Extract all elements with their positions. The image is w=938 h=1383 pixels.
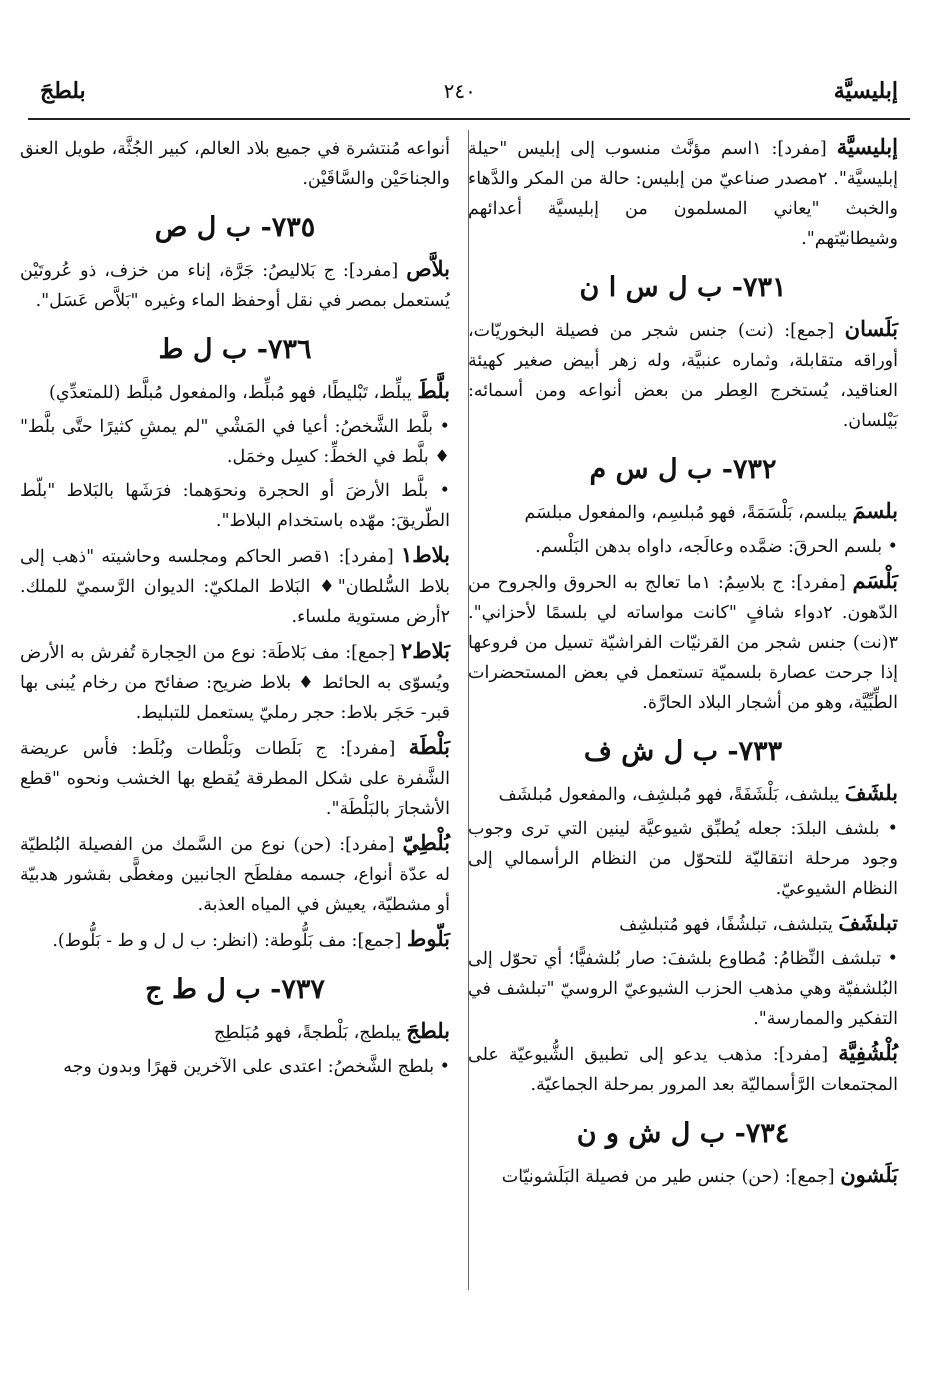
dictionary-entry: [20, 254, 450, 316]
headword: بلاَّص: [406, 256, 450, 281]
definition: [جمع]: (نت) جنس شجر من فصيلة البخوريّات، أوراقه متقابلة، وثماره عنبيَّة، وله زهر أبيض صغير كهيئة العناقيد، يُستخرج العِطر من بعض أنواعه ومن أسمائه: بَيْلسان.: [468, 321, 898, 431]
definition: يبلسم، بَلْسَمَةً، فهو مُبلسِم، والمفعول مبلسَم: [524, 503, 853, 523]
headword: بلشَفَ: [844, 780, 898, 805]
dictionary-entry: [20, 540, 450, 632]
headword: بلسمَ: [852, 498, 898, 523]
headword: بَلَسان: [844, 316, 898, 341]
definition: [مفرد]: ج بلاسِمُ: ١ما تعالج به الحروق والجروح من الدّهون. ٢دواء شافٍ "كانت مواساته لي بلسمًا لأحزاني". ٣(نت) جنس شجر من القرنيّات الفراشيّة تسيل من فروعها إذا جرحت عصارة بلسميّة تستعمل في بعض المستحضرات الطِّبِّيَّة، وهو من أشجار البلاد الحارَّة.: [468, 573, 898, 713]
dictionary-entry: [468, 1160, 898, 1192]
headword: إبليسيَّة: [836, 134, 898, 159]
sense-line: • بلَّط الأرضَ أو الحجرة ونحوَهما: فرَشَها بالبَلاط "بلّط الطّريقَ: مهّده باستخدام البلاط".: [20, 476, 450, 536]
headword: بلاط١: [400, 542, 451, 567]
definition: [جمع]: مف بَلُّوطة: (انظر: ب ل ل و ط - بَلُّوط).: [52, 931, 407, 951]
headword: بَلْطَة: [408, 734, 450, 759]
dictionary-entry: [20, 732, 450, 824]
headword: بُلْطِيّ: [402, 830, 450, 855]
definition: [مفرد]: ١قصر الحاكم ومجلسه وحاشيته "ذهب إلى بلاط السُّلطان"♦ البَلاط الملكيّ: الديوان الرَّسميّ للملك. ٢أرض مستوية ملساء.: [20, 547, 450, 627]
headword: بَلاط٢: [400, 638, 450, 663]
dictionary-entry: [468, 1038, 898, 1100]
dictionary-entry: [468, 908, 898, 940]
left-column: [20, 132, 450, 1086]
definition: يبلشف، بَلْشَفَةً، فهو مُبلشِف، والمفعول مُبلشَف: [498, 785, 845, 805]
headword: بلَّطَ: [417, 378, 450, 403]
header-rule: [28, 118, 910, 120]
sense-line: • بلطج الشَّخصُ: اعتدى على الآخرين قهرًا وبدون وجه: [20, 1052, 450, 1082]
definition: [مفرد]: مذهب يدعو إلى تطبيق الشُّيوعيّة على المجتمعات الرَّأسماليّة بعد المرور بمرحلة الجماعيّة.: [468, 1045, 898, 1095]
right-column: [468, 132, 898, 1196]
page-header: [40, 66, 898, 116]
dictionary-entry: [20, 828, 450, 920]
dictionary-entry: [468, 314, 898, 436]
headword: بَلَشون: [840, 1162, 898, 1187]
headword: بَلّوط: [406, 926, 450, 951]
sense-line: • بلَّط الشَّخصُ: أعيا في المَشْي "لم يمشِ كثيرًا حتَّى بلَّط" ♦ بلَّط في الخطِّ: كسِل وخمَل.: [20, 412, 450, 472]
root-heading: ٧٣٧- ب ل ط ج: [145, 974, 325, 1005]
dictionary-entry: [20, 376, 450, 408]
dictionary-entry: [20, 132, 450, 194]
definition: يتبلشف، تبلشُفًا، فهو مُتبلشِف: [619, 915, 839, 935]
dictionary-entry: [468, 566, 898, 718]
headword: بَلْسَم: [852, 568, 899, 593]
root-heading: ٧٣٤- ب ل ش و ن: [576, 1118, 790, 1149]
root-heading: ٧٣٣- ب ل ش ف: [583, 736, 783, 767]
sense-line: • بلشف البلدَ: جعله يُطبِّق شيوعيَّة لينين التي ترى وجوب وجود مرحلة انتقاليّة للتحوّل من النظام الرأسمالي إلى النظام الشيوعيّ.: [468, 814, 898, 904]
definition: [جمع]: مف بَلاطَة: نوع من الحِجارة تُفرش به الأرض ويُسوّى به الحائط ♦ بلاط ضريح: صفائح من رخام يُبنى بها قبر- حَجَر بلاط: حجر رمليّ يستعمل للتبليط.: [20, 643, 450, 723]
definition: أنواعه مُنتشرة في جميع بلاد العالم، كبير الجُثَّة، طويل العنق والجناحَيْن والسَّاقَيْن.: [20, 139, 450, 189]
definition: [مفرد]: ج بَلاليصُ: جَرَّة، إناء من خزف، ذو عُروتَيْن يُستعمل بمصر في نقل أوحفظ الماء وغيره "بَلاَّص عَسَل".: [20, 261, 450, 311]
dictionary-entry: [468, 496, 898, 528]
root-heading: ٧٣٥- ب ل ص: [154, 212, 316, 243]
headword: تبلشَفَ: [838, 910, 898, 935]
dictionary-entry: [468, 132, 898, 254]
root-heading: ٧٣٢- ب ل س م: [589, 454, 777, 485]
dictionary-entry: [20, 1016, 450, 1048]
sense-line: • بلسم الحرقَ: ضمَّده وعالَجه، داواه بدهن البَلْسم.: [468, 532, 898, 562]
definition: [مفرد]: ج بَلَطات وبَلْطات وبُلَط: فأس عريضة الشَّفرة على شكل المطرقة يُقطع بها الخشب ونحوه "قطع الأشجارَ بالبَلْطَة".: [20, 739, 450, 819]
definition: [جمع]: (حن) جنس طير من فصيلة البَلَشونيّات: [501, 1167, 841, 1187]
definition: [مفرد]: ١اسم مؤنَّث منسوب إلى إبليس "حيلة إبليسيَّة". ٢مصدر صناعيّ من إبليس: حالة من المكر والدَّهاء والخبث "يعاني المسلمون من إبليسيَّة أعدائهم وشيطانيّتهم".: [468, 139, 898, 249]
header-left-word: بلطجَ: [40, 78, 86, 104]
dictionary-entry: [20, 924, 450, 956]
root-heading: ٧٣٦- ب ل ط: [158, 334, 312, 365]
headword: بلطجَ: [406, 1018, 450, 1043]
dictionary-entry: [20, 636, 450, 728]
sense-line: • تبلشف النِّظامُ: مُطاوع بلشفَ: صار بُلشفيًّا؛ أي تحوّل إلى البُلشفيّة وهي مذهب الحزب الشيوعيّ الروسيّ "تبلشف في التفكير والممارسة".: [468, 944, 898, 1034]
page-number: ٢٤٠: [443, 79, 476, 103]
dictionary-entry: [468, 778, 898, 810]
headword: بُلْشُفِيَّة: [838, 1040, 898, 1065]
definition: يبلطج، بَلْطجةً، فهو مُبَلطِج: [213, 1023, 407, 1043]
definition: [مفرد]: (حن) نوع من السَّمك من الفصيلة البُلطيّة له عدّة أنواع، جسمه مفلطَح الجانبين ومغطًّى بقشور هدبيّة أو مشطيّة، يعيش في المياه العذبة.: [20, 835, 450, 915]
header-right-word: إبليسيَّة: [833, 78, 898, 104]
root-heading: ٧٣١- ب ل س ا ن: [579, 272, 787, 303]
definition: يبلِّط، تَبْليطًا، فهو مُبلِّط، والمفعول مُبلَّط (للمتعدِّي): [49, 383, 418, 403]
